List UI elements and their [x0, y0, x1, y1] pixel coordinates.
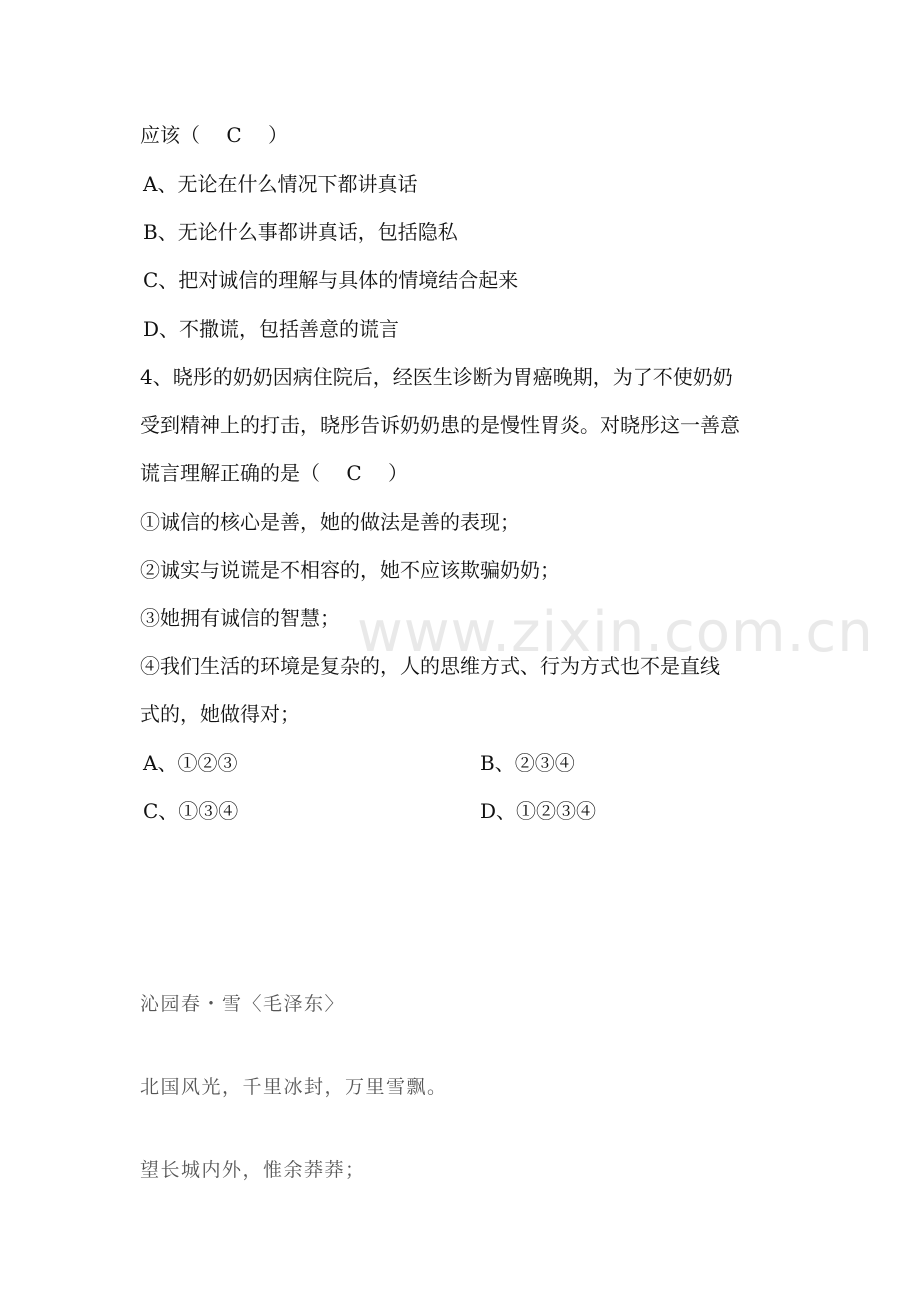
poem-line-1: 北国风光，千里冰封，万里雪飘。: [140, 1076, 448, 1098]
q4-statement-4-cont: 式的，她做得对；: [140, 702, 300, 726]
q3-option-a: A、无论在什么情况下都讲真话: [143, 172, 418, 196]
q3-option-b: B、无论什么事都讲真话，包括隐私: [143, 220, 458, 244]
q4-stem-line-1: 4、晓彤的奶奶因病住院后，经医生诊断为胃癌晚期，为了不使奶奶: [140, 365, 733, 389]
q3-option-c: C、把对诚信的理解与具体的情境结合起来: [143, 268, 519, 292]
q4-choice-d: D、①②③④: [480, 799, 597, 823]
q3-stem-tail: 应该（ C ）: [140, 123, 289, 147]
q4-statement-1: ①诚信的核心是善，她的做法是善的表现；: [140, 510, 520, 534]
q4-choice-a: A、①②③: [143, 751, 238, 775]
poem-line-2: 望长城内外，惟余莽莽；: [140, 1159, 366, 1181]
watermark-text: www.zixin.com.cn: [357, 600, 874, 665]
q4-choice-b: B、②③④: [480, 751, 575, 775]
q4-choice-c: C、①③④: [143, 799, 239, 823]
q4-stem-line-2: 受到精神上的打击，晓彤告诉奶奶患的是慢性胃炎。对晓彤这一善意: [140, 413, 740, 437]
q3-option-d: D、不撒谎，包括善意的谎言: [143, 317, 400, 341]
q4-statement-3: ③她拥有诚信的智慧；: [140, 606, 340, 630]
q4-statement-4: ④我们生活的环境是复杂的，人的思维方式、行为方式也不是直线: [140, 654, 720, 678]
q4-stem-line-3: 谎言理解正确的是（ C ）: [140, 461, 409, 485]
poem-title: 沁园春・雪〈毛泽东〉: [140, 993, 346, 1015]
q4-statement-2: ②诚实与说谎是不相容的，她不应该欺骗奶奶；: [140, 558, 560, 582]
